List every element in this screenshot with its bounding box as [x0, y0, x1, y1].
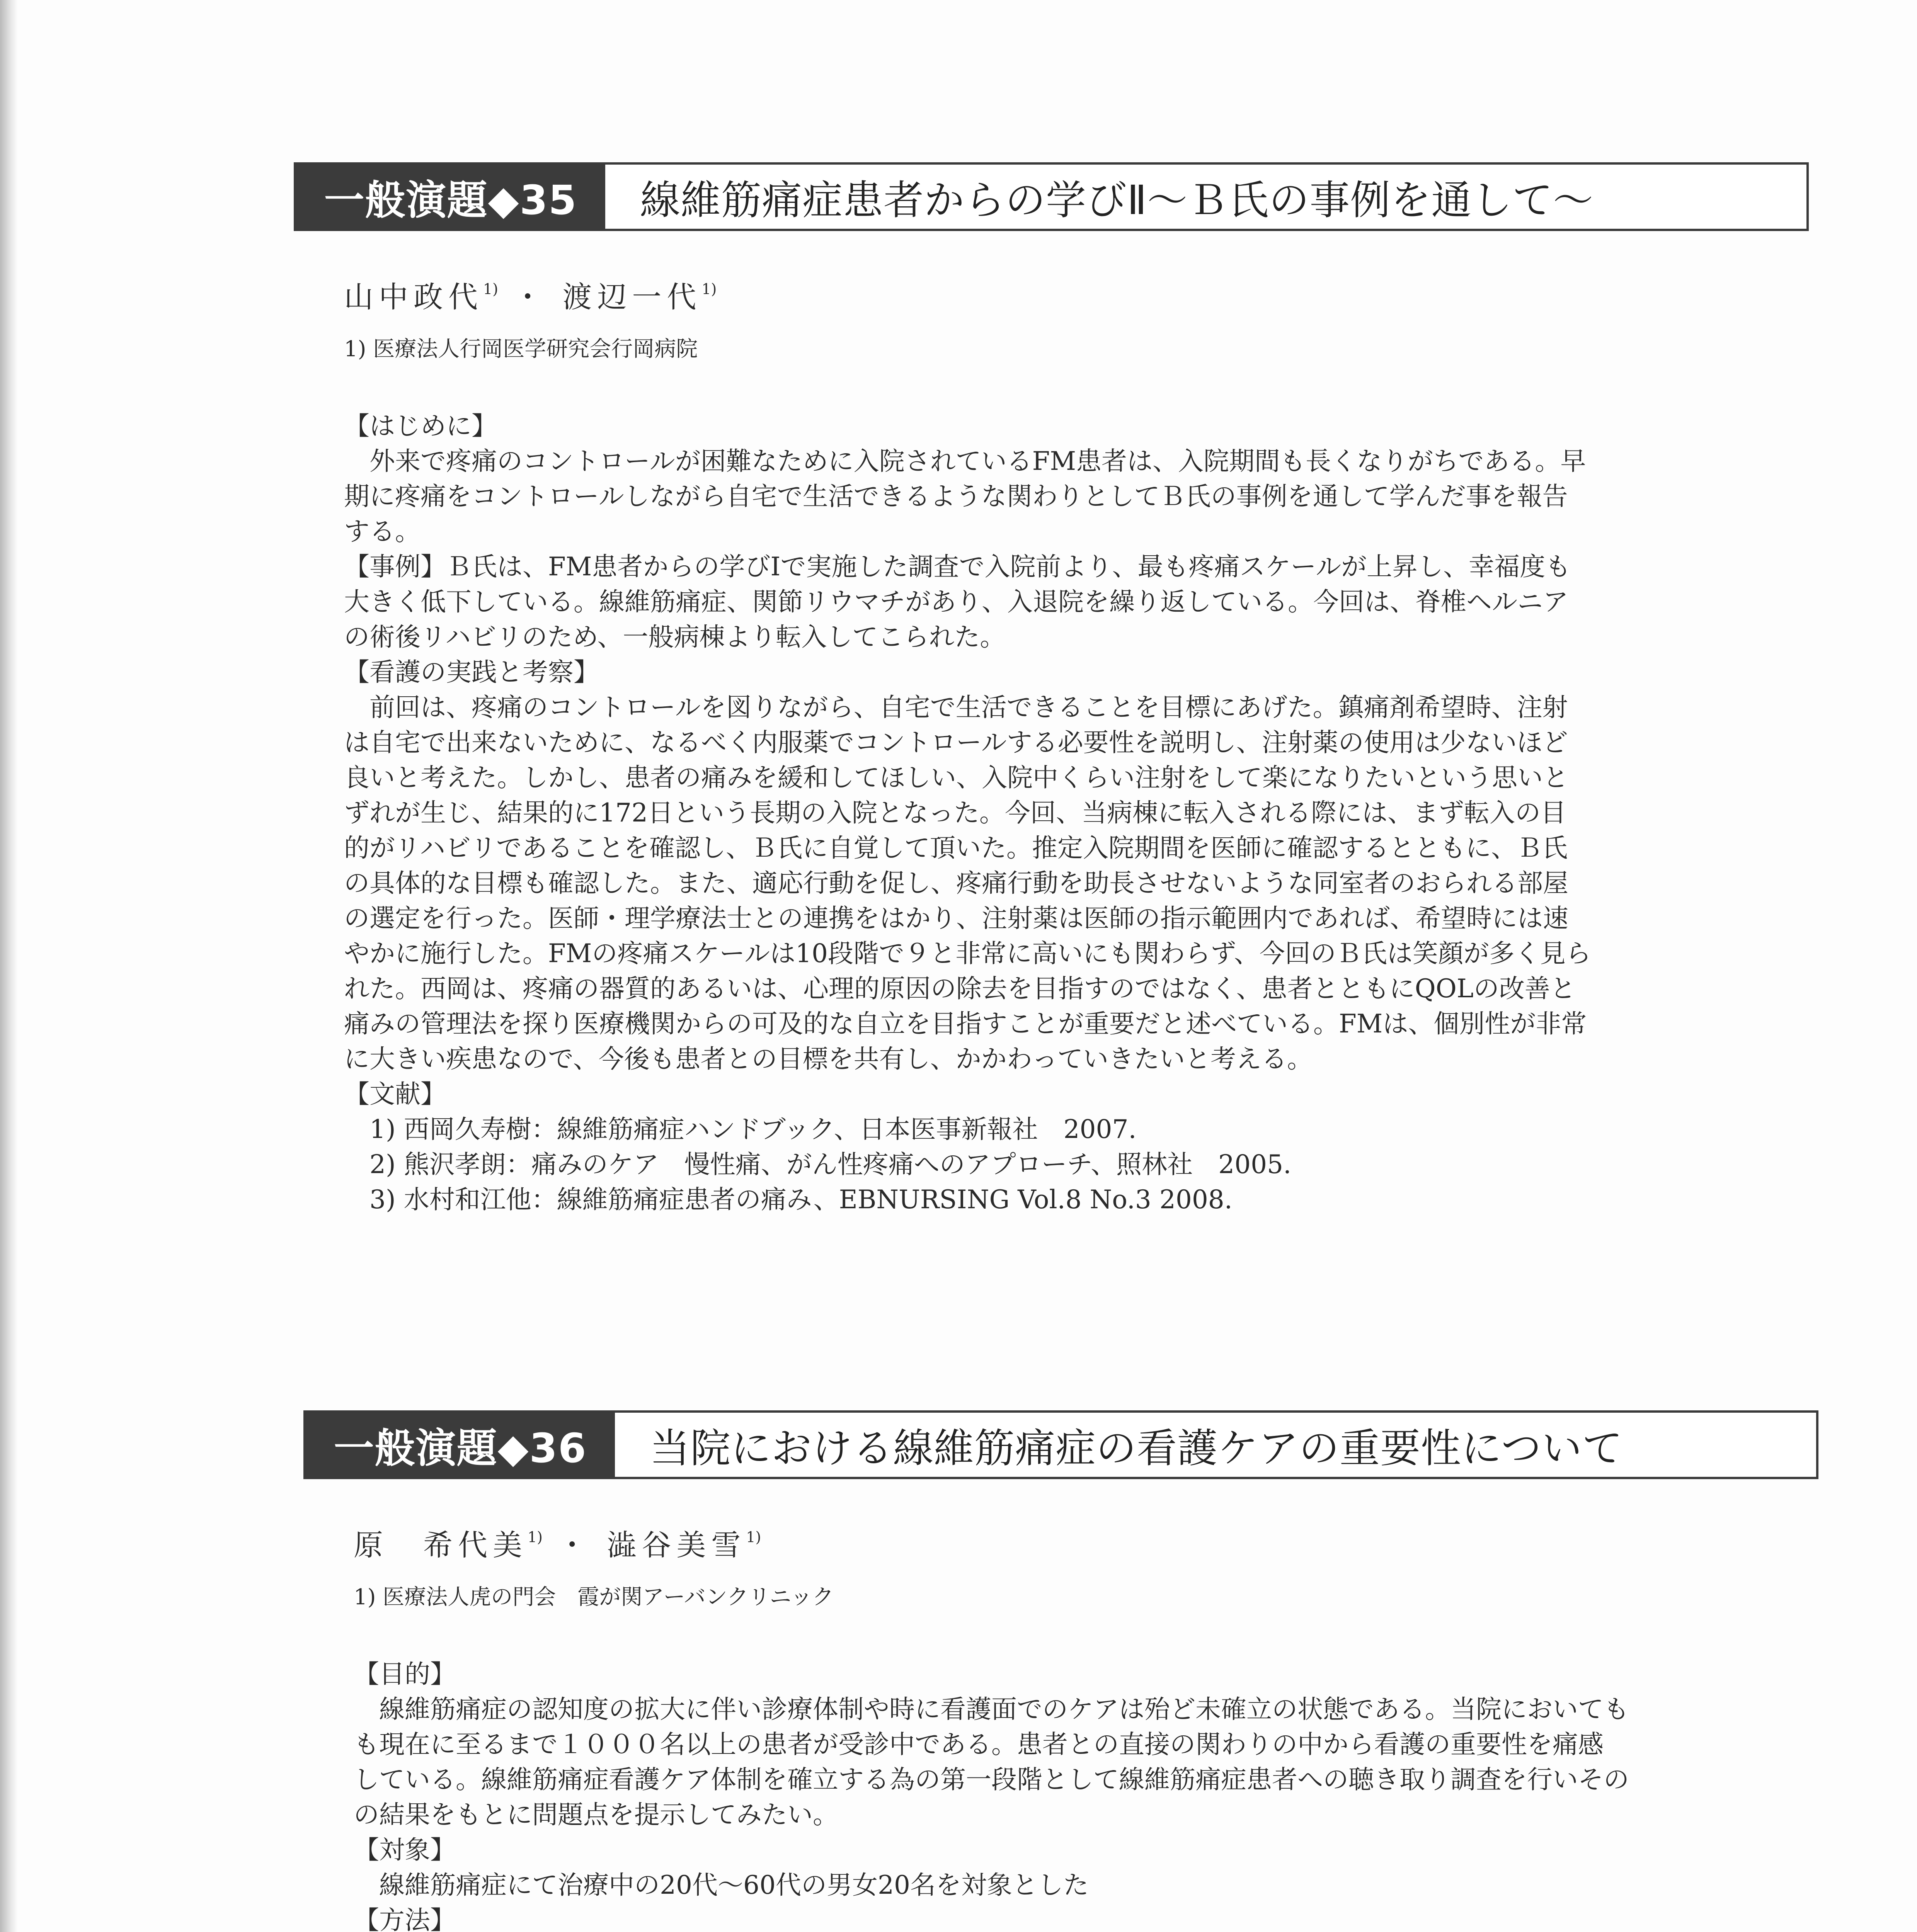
author-separator: ・ — [513, 280, 548, 314]
body-line: の具体的な目標も確認した。また、適応行動を促し、疼痛行動を助長させないような同室者のおられる部屋 — [344, 868, 1568, 898]
body-line: 良いと考えた。しかし、患者の痛みを緩和してほしい、入院中くらい注射をして楽になりたいという思いと — [344, 763, 1568, 793]
body-line: している。線維筋痛症看護ケア体制を確立する為の第一段階として線維筋痛症患者への聴き取り調査を行いその — [354, 1765, 1629, 1794]
author-name: 渡辺一代 — [562, 280, 702, 314]
body-line: 的がリハビリであることを確認し、Ｂ氏に自覚して頂いた。推定入院期間を医師に確認するとともに、Ｂ氏 — [344, 833, 1568, 863]
abstract-number-label: 一般演題◆36 — [306, 1413, 615, 1477]
heading-purpose: 【目的】 — [354, 1659, 456, 1689]
heading-nursing-practice: 【看護の実践と考察】 — [344, 657, 599, 687]
body-line: 線維筋痛症にて治療中の20代～60代の男女20名を対象とした — [379, 1870, 1089, 1900]
body-line: 大きく低下している。線維筋痛症、関節リウマチがあり、入退院を繰り返している。今回は、脊椎ヘルニア — [344, 587, 1568, 617]
affiliation-marker: 1) — [483, 281, 499, 298]
affiliation: 1) 医療法人虎の門会 霞が関アーバンクリニック — [354, 1585, 834, 1610]
affiliation-marker: 1) — [746, 1529, 761, 1546]
authors — [354, 1522, 1818, 1564]
body-line: 期に疼痛をコントロールしながら自宅で生活できるような関わりとしてＢ氏の事例を通して学んだ事を報告 — [344, 481, 1568, 511]
abstract-title-bar — [294, 162, 1809, 231]
abstract-number-label: 一般演題◆35 — [296, 165, 605, 229]
body-line: の選定を行った。医師・理学療法士との連携をはかり、注射薬は医師の指示範囲内であれば、希望時には速 — [344, 903, 1568, 933]
body-line: する。 — [344, 517, 421, 546]
heading-method: 【方法】 — [354, 1905, 456, 1932]
body-line: 前回は、疼痛のコントロールを図りながら、自宅で生活できることを目標にあげた。鎮痛剤希望時、注射 — [369, 692, 1568, 722]
body-line: の結果をもとに問題点を提示してみたい。 — [354, 1800, 838, 1830]
abstract-body — [344, 408, 1766, 1217]
heading-references: 【文献】 — [344, 1079, 446, 1109]
reference-item: 2) 熊沢孝朗：痛みのケア 慢性痛、がん性疼痛へのアプローチ、照林社 2005. — [369, 1150, 1292, 1179]
heading-introduction: 【はじめに】 — [344, 411, 497, 441]
authors — [344, 274, 1809, 316]
affiliation-marker: 1) — [528, 1529, 543, 1546]
author-name: 山中政代 — [344, 280, 483, 314]
body-line: 外来で疼痛のコントロールが困難なために入院されているFM患者は、入院期間も長くなりがちである。早 — [369, 446, 1586, 476]
body-line: 線維筋痛症の認知度の拡大に伴い診療体制や時に看護面でのケアは殆ど未確立の状態である。当院においても — [379, 1694, 1629, 1724]
body-line: 【事例】Ｂ氏は、FM患者からの学びⅠで実施した調査で入院前より、最も疼痛スケールが上昇し、幸福度も — [344, 552, 1571, 582]
affiliation-marker: 1) — [701, 281, 717, 298]
abstract-title-bar — [303, 1410, 1818, 1479]
body-line: の術後リハビリのため、一般病棟より転入してこられた。 — [344, 622, 1006, 652]
body-line: は自宅で出来ないために、なるべく内服薬でコントロールする必要性を説明し、注射薬の使用は少ないほど — [344, 728, 1568, 757]
body-line: 痛みの管理法を探り医療機関からの可及的な自立を目指すことが重要だと述べている。FMは、個別性が非常 — [344, 1009, 1587, 1039]
abstract-36 — [303, 1410, 1818, 1932]
page-edge-shadow — [0, 0, 18, 1932]
abstract-35 — [294, 162, 1809, 1217]
abstract-title: 線維筋痛症患者からの学びⅡ～Ｂ氏の事例を通して～ — [640, 177, 1594, 224]
body-line: に大きい疾患なので、今後も患者との目標を共有し、かかわっていきたいと考える。 — [344, 1044, 1313, 1074]
heading-subjects: 【対象】 — [354, 1835, 456, 1865]
reference-item: 1) 西岡久寿樹：線維筋痛症ハンドブック、日本医事新報社 2007. — [369, 1114, 1137, 1144]
body-line: やかに施行した。FMの疼痛スケールは10段階で９と非常に高いにも関わらず、今回のＢ氏は笑顔が多く見ら — [344, 939, 1591, 968]
author-name: 原 希代美 — [354, 1528, 528, 1562]
author-separator: ・ — [557, 1528, 592, 1562]
author-name: 澁谷美雪 — [607, 1528, 746, 1562]
abstract-title: 当院における線維筋痛症の看護ケアの重要性について — [650, 1425, 1623, 1472]
body-line: も現在に至るまで１０００名以上の患者が受診中である。患者との直接の関わりの中から看護の重要性を痛感 — [354, 1730, 1604, 1759]
affiliation: 1) 医療法人行岡医学研究会行岡病院 — [344, 337, 698, 362]
body-line: ずれが生じ、結果的に172日という長期の入院となった。今回、当病棟に転入される際には、まず転入の目 — [344, 798, 1566, 828]
reference-item: 3) 水村和江他：線維筋痛症患者の痛み、EBNURSING Vol.8 No.3 2008. — [369, 1185, 1233, 1214]
abstract-body — [354, 1656, 1776, 1932]
body-line: れた。西岡は、疼痛の器質的あるいは、心理的原因の除去を目指すのではなく、患者とともにQOLの改善と — [344, 974, 1576, 1003]
